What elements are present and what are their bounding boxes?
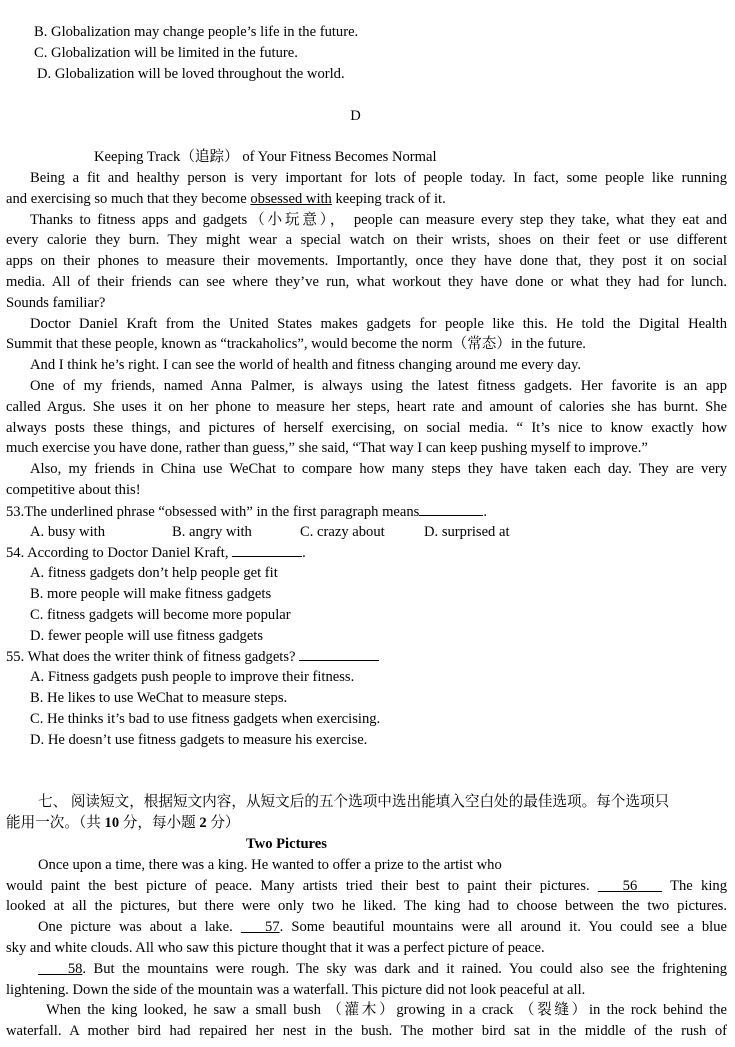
- story-line: lightening. Down the side of the mountain was a waterfall. This picture did not look peaceful at all.: [6, 982, 586, 998]
- question-53: 53.The underlined phrase “obsessed with” in the first paragraph means .: [6, 501, 727, 521]
- section-7-instructions: 七、 阅读短文，根据短文内容，从短文后的五个选项中选出能填入空白处的最佳选项。每个选项只: [38, 794, 670, 810]
- answer-blank: [419, 501, 483, 516]
- q54-option-d: D. fewer people will use fitness gadgets: [30, 628, 264, 644]
- blank-57: 57: [265, 919, 280, 935]
- question-54: 54. According to Doctor Daniel Kraft, .: [6, 542, 727, 562]
- story-title: Two Pictures: [246, 836, 327, 852]
- q53-option-c: C. crazy about: [300, 524, 385, 540]
- prev-option-b: B. Globalization may change people’s life in the future.: [34, 24, 359, 40]
- passage-line: Doctor Daniel Kraft from the United States makes gadgets for people like this. He told the Digital Health: [30, 316, 727, 332]
- passage-line: Thanks to fitness apps and gadgets（小玩意）， people can measure every step they take, what they eat and: [30, 212, 727, 228]
- q54-option-b: B. more people will make fitness gadgets: [30, 586, 272, 602]
- q53-option-a: A. busy with: [30, 524, 105, 540]
- story-line: waterfall. A mother bird had repaired her nest in the bush. The mother bird sat in the middle of the rush of: [6, 1023, 727, 1039]
- story-line: One picture was about a lake. 57. Some beautiful mountains were all around it. You could see a blue: [38, 919, 728, 935]
- passage-line: called Argus. She uses it on her phone to measure her steps, heart rate and amount of calories she has burnt. She: [6, 399, 727, 415]
- question-55: 55. What does the writer think of fitness gadgets?: [6, 646, 727, 666]
- q55-option-c: C. He thinks it’s bad to use fitness gadgets when exercising.: [30, 711, 381, 727]
- prev-option-d: D. Globalization will be loved throughout the world.: [37, 66, 345, 82]
- blank-56: 56: [622, 878, 638, 894]
- q55-option-a: A. Fitness gadgets push people to improve their fitness.: [30, 669, 355, 685]
- passage-line: every calorie they burn. They might wear a special watch on their wrists, shoes on their feet or use different: [6, 232, 727, 248]
- q55-option-b: B. He likes to use WeChat to measure steps.: [30, 690, 288, 706]
- story-line: When the king looked, he saw a small bush （灌木）growing in a crack （裂缝）in the rock behind the: [46, 1002, 727, 1018]
- underlined-phrase: obsessed with: [250, 191, 332, 207]
- answer-blank: [299, 646, 379, 661]
- passage-line: and exercising so much that they become obsessed with keeping track of it.: [6, 191, 446, 207]
- section-letter: D: [350, 108, 361, 124]
- q54-option-a: A. fitness gadgets don’t help people get fit: [30, 565, 278, 581]
- story-line: 58. But the mountains were rough. The sky was dark and it rained. You could also see the frightening: [38, 959, 727, 979]
- story-line: would paint the best picture of peace. Many artists tried their best to paint their pictures. 56 The king: [6, 878, 727, 894]
- passage-line: Also, my friends in China use WeChat to compare how many steps they have taken each day. They are very: [30, 461, 727, 477]
- section-7-instructions-cont: 能用一次。（共 10 分，每小题 2 分）: [6, 815, 240, 831]
- passage-line: Being a fit and healthy person is very important for lots of people today. In fact, some people like running: [30, 170, 727, 186]
- answer-blank: [232, 542, 302, 557]
- passage-line: One of my friends, named Anna Palmer, is always using the latest fitness gadgets. Her favorite is an app: [30, 378, 727, 394]
- passage-line: apps on their phones to measure their movements. Importantly, once they have done that, they post it on social: [6, 253, 727, 269]
- q53-option-b: B. angry with: [172, 524, 252, 540]
- passage-title: Keeping Track（追踪） of Your Fitness Becomes Normal: [94, 149, 437, 165]
- passage-line: And I think he’s right. I can see the world of health and fitness changing around me every day.: [30, 357, 582, 373]
- story-line: looked at all the pictures, but there were only two he liked. The king had to choose between the two pictures.: [6, 898, 727, 914]
- passage-line: Sounds familiar?: [6, 295, 106, 311]
- q54-option-c: C. fitness gadgets will become more popular: [30, 607, 291, 623]
- q55-option-d: D. He doesn’t use fitness gadgets to measure his exercise.: [30, 732, 368, 748]
- prev-option-c: C. Globalization will be limited in the future.: [34, 45, 298, 61]
- passage-line: always posts these things, and pictures of herself exercising, on social media. “ It’s nice to know exactly how: [6, 420, 727, 436]
- passage-line: Summit that these people, known as “trackaholics”, would become the norm（常态）in the future.: [6, 336, 586, 352]
- passage-line: media. All of their friends can see where they’ve run, what workout they have done or what they had for lunch.: [6, 274, 727, 290]
- blank-58: 58: [67, 961, 83, 977]
- story-line: Once upon a time, there was a king. He wanted to offer a prize to the artist who: [38, 857, 502, 873]
- q53-option-d: D. surprised at: [424, 524, 510, 540]
- story-line: sky and white clouds. All who saw this picture thought that it was a perfect picture of peace.: [6, 940, 545, 956]
- passage-line: competitive about this!: [6, 482, 141, 498]
- passage-line: much exercise you have done, rather than guess,” she said, “That way I can keep pushing myself to improve.”: [6, 440, 648, 456]
